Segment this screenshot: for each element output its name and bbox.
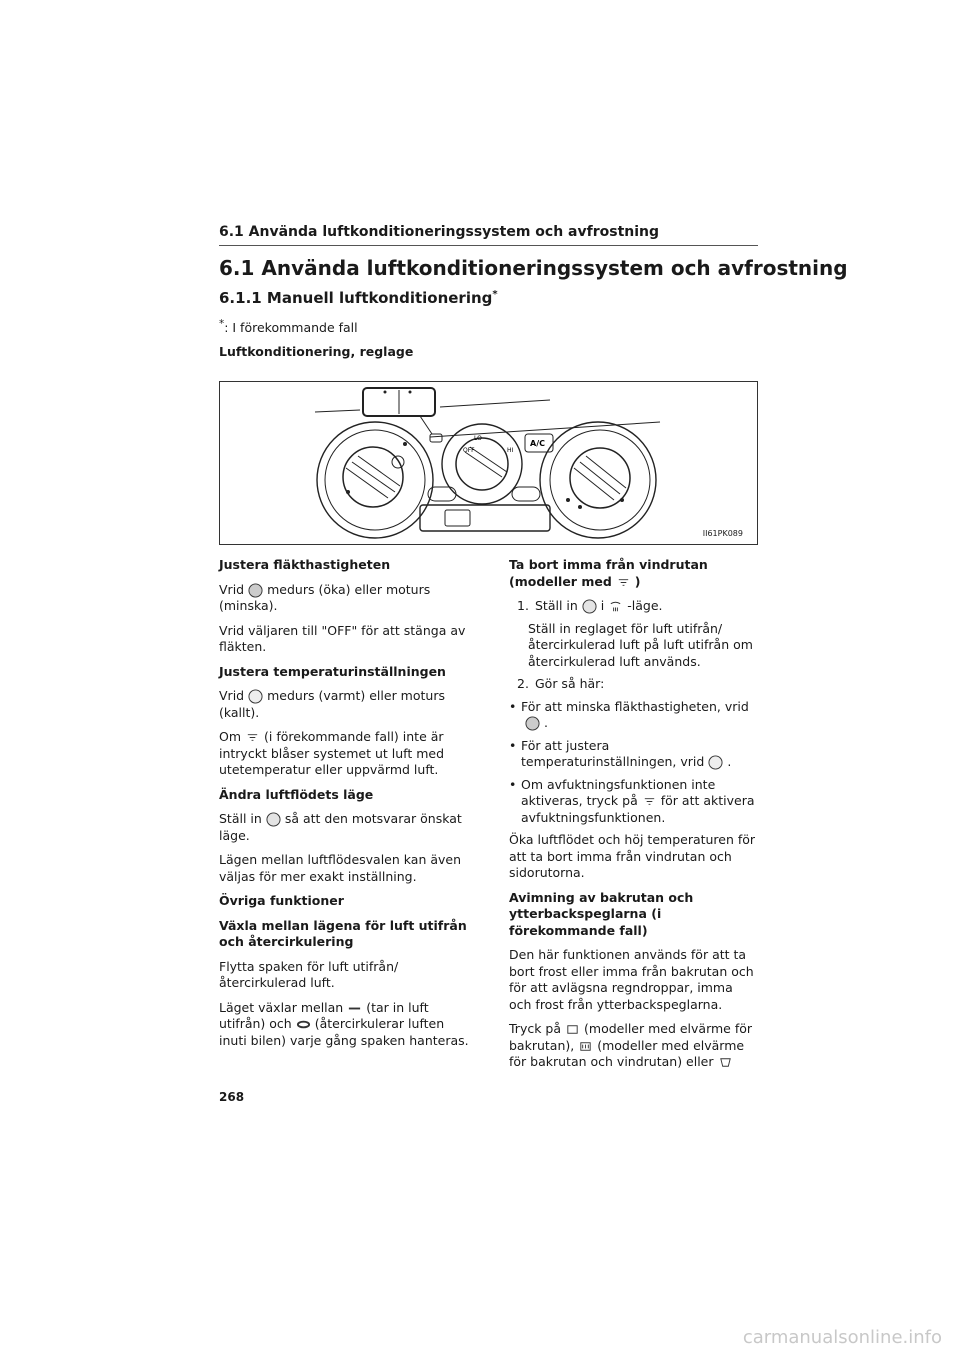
bullet-fan: • För att minska fläkthastigheten, vrid . <box>509 699 759 732</box>
windshield-defrost-icon <box>608 599 623 614</box>
fan-off-paragraph: Vrid väljaren till "OFF" för att stänga av fläkten. <box>219 622 466 654</box>
ac-button-icon <box>642 794 657 809</box>
temp-paragraph: Vrid medurs (varmt) eller moturs (kallt). <box>219 688 445 720</box>
control-panel-illustration <box>220 382 757 544</box>
fan-paragraph: Vrid medurs (öka) eller moturs (minska). <box>219 581 431 613</box>
watermark: carmanualsonline.info <box>742 1327 942 1348</box>
right-column <box>509 557 759 1079</box>
step-2: 2. Gör så här: <box>517 676 605 691</box>
header-rule <box>219 245 758 246</box>
flow-heading: Ändra luftflödets läge <box>219 786 374 802</box>
increase-paragraph: Öka luftflödet och höj temperaturen för att ta bort imma från vindrutan och sidorutorna. <box>509 832 756 880</box>
rear-paragraph: Den här funktionen används för att ta bort frost eller imma från bakrutan och för att avlägsna regndroppar, imma och frost från ytterbackspeglarna. <box>509 947 754 1012</box>
page-number: 268 <box>219 1090 245 1104</box>
fan-heading: Justera fläkthastigheten <box>219 557 391 572</box>
ac-button-icon <box>245 730 260 745</box>
step-1-detail: Ställ in reglaget för luft utifrån/återcirkulerad luft på luft utifrån om återcirkulerad luft används. <box>528 620 753 669</box>
temperature-knob-icon <box>708 755 723 770</box>
ac-button-icon <box>616 575 631 590</box>
recirculation-icon <box>296 1017 311 1032</box>
ac-paragraph: Om (i förekommande fall) inte är intryckt blåser systemet ut luft med utetemperatur eller uppvärmd luft. <box>219 729 445 777</box>
flow-paragraph: Ställ in så att den motsvarar önskat läge. <box>219 811 462 843</box>
bullet-temp: • För att justera temperaturinställningen, vrid . <box>509 738 759 771</box>
figure-id: II61PK089 <box>702 529 743 538</box>
temperature-knob-icon <box>248 689 263 704</box>
rear-heading: Avimning av bakrutan och ytterbackspeglarna (i förekommande fall) <box>509 889 694 938</box>
rear-windshield-defog-icon <box>578 1039 593 1054</box>
rear-button-paragraph: Tryck på (modeller med elvärme för bakrutan), (modeller med elvärme för bakrutan och vindrutan) eller <box>509 1021 753 1069</box>
fan-knob-icon <box>525 716 540 731</box>
recirc-paragraph: Flytta spaken för luft utifrån/ återcirkulerad luft. <box>219 958 399 990</box>
flow-intermediate-paragraph: Lägen mellan luftflödesvalen kan även väljas för mer exakt inställning. <box>219 852 462 884</box>
temp-heading: Justera temperaturinställningen <box>219 663 446 679</box>
off-label: OFF <box>463 447 475 454</box>
left-column <box>219 557 469 1057</box>
recirc-heading: Växla mellan lägena för luft utifrån och återcirkulering <box>219 917 467 949</box>
section-subtitle: 6.1.1 Manuell luftkonditionering* <box>219 289 498 307</box>
fan-knob-icon <box>248 583 263 598</box>
figure-caption: Luftkonditionering, reglage <box>219 344 414 359</box>
step-1: 1. Ställ in i -läge. <box>517 598 663 613</box>
running-header: 6.1 Använda luftkonditioneringssystem och avfrostning <box>219 224 660 240</box>
airflow-knob-icon <box>266 812 281 827</box>
other-heading: Övriga funktioner <box>219 893 344 908</box>
defrost-heading: Ta bort imma från vindrutan (modeller med ) <box>509 557 708 589</box>
mirror-defog-icon <box>718 1055 733 1070</box>
outside-air-icon <box>347 1001 362 1016</box>
lo-label: LO <box>474 435 482 442</box>
hi-label: HI <box>507 447 514 454</box>
recirc-mode-paragraph: Läget växlar mellan (tar in luft utifrån) och (återcirkulerar luften inuti bilen) varje gång spaken hanteras. <box>219 999 469 1048</box>
climate-control-figure <box>219 381 758 545</box>
footnote: *: I förekommande fall <box>219 318 358 336</box>
bullet-dehumidify: • Om avfuktningsfunktionen inte aktiveras, tryck på för att aktivera avfuktningsfunktionen. <box>509 777 759 827</box>
section-title: 6.1 Använda luftkonditioneringssystem och avfrostning <box>219 256 848 280</box>
ac-label: A/C <box>530 439 545 448</box>
airflow-knob-icon <box>582 599 597 614</box>
rear-defog-icon <box>565 1022 580 1037</box>
